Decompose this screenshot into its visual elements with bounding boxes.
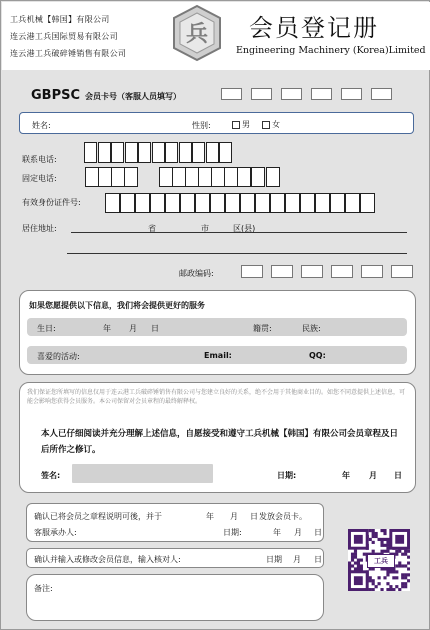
staff-confirm-text: 确认已将会员之章程说明可後，并于: [34, 512, 162, 521]
birthday-month: 月: [129, 324, 137, 333]
handler-day: 日: [314, 528, 322, 537]
postcode-box[interactable]: [271, 265, 293, 278]
form-subtitle: Engineering Machinery (Korea)Limited: [236, 45, 426, 56]
input-cell[interactable]: [98, 167, 112, 187]
qr-badge: 工兵: [367, 554, 395, 568]
input-cell[interactable]: [165, 193, 180, 213]
member-number-box[interactable]: [281, 88, 302, 100]
staff-year: 年: [206, 512, 214, 521]
email-label: Email:: [204, 351, 232, 360]
member-prefix: GBPSC: [31, 88, 81, 103]
qq-label: QQ:: [309, 351, 326, 360]
info-entry-text: 确认并输入或修改会员信息，输入核对人:: [34, 555, 181, 564]
female-checkbox[interactable]: [262, 121, 270, 129]
input-cell[interactable]: [237, 167, 251, 187]
phone-label: 联系电话:: [22, 155, 57, 164]
input-cell[interactable]: [111, 142, 124, 163]
input-cell[interactable]: [85, 167, 99, 187]
gender-female-option[interactable]: 女: [262, 119, 280, 130]
input-cell[interactable]: [270, 193, 285, 213]
input-cell[interactable]: [255, 193, 270, 213]
birthday-day: 日: [151, 324, 159, 333]
handler-month: 月: [294, 528, 302, 537]
staff-month: 月: [230, 512, 238, 521]
handler-label: 客服承办人:: [34, 528, 77, 537]
input-cell[interactable]: [198, 167, 212, 187]
postcode-box[interactable]: [301, 265, 323, 278]
input-cell[interactable]: [124, 167, 138, 187]
input-cell[interactable]: [285, 193, 300, 213]
input-cell[interactable]: [179, 142, 192, 163]
input-cell[interactable]: [152, 142, 165, 163]
member-number-box[interactable]: [311, 88, 332, 100]
district-label: 区(县): [233, 224, 256, 233]
hobby-label: 喜爱的活动:: [37, 352, 80, 361]
handler-date-label: 日期:: [223, 528, 242, 537]
birthday-row: [27, 318, 407, 336]
input-cell[interactable]: [315, 193, 330, 213]
name-label: 姓名:: [32, 121, 51, 130]
gender-label: 性别:: [192, 121, 211, 130]
input-cell[interactable]: [125, 142, 138, 163]
input-cell[interactable]: [98, 142, 111, 163]
input-cell[interactable]: [219, 142, 232, 163]
sign-year: 年: [342, 471, 350, 480]
input-cell[interactable]: [266, 167, 280, 187]
sign-day: 日: [394, 471, 402, 480]
declaration-statement: 本人已仔细阅读并充分理解上述信息，自愿接受和遵守工兵机械【韩国】有限公司会员章程及日后所作之修订。: [41, 429, 399, 455]
province-label: 省: [148, 224, 156, 233]
input-cell[interactable]: [206, 142, 219, 163]
origin-label: 籍贯:: [253, 324, 272, 333]
company-name-1: 工兵机械【韩国】有限公司: [10, 15, 110, 24]
form-title: 会员登记册: [249, 14, 379, 42]
address-line-2[interactable]: [67, 253, 407, 254]
entry-month: 月: [293, 555, 301, 564]
member-card-label: 会员卡号（客服人员填写）: [85, 92, 181, 101]
logo-text: 兵: [185, 21, 209, 47]
input-cell[interactable]: [180, 193, 195, 213]
member-number-box[interactable]: [341, 88, 362, 100]
postcode-box[interactable]: [331, 265, 353, 278]
gender-male-option[interactable]: 男: [232, 119, 250, 130]
landline-label: 固定电话:: [22, 174, 57, 183]
input-cell[interactable]: [84, 142, 97, 163]
input-cell[interactable]: [165, 142, 178, 163]
company-name-2: 连云港工兵国际贸易有限公司: [10, 32, 118, 41]
postcode-box[interactable]: [241, 265, 263, 278]
input-cell[interactable]: [159, 167, 173, 187]
company-name-3: 连云港工兵破碎锤销售有限公司: [10, 49, 127, 58]
birthday-year: 年: [103, 324, 111, 333]
staff-day: 日: [250, 512, 258, 521]
input-cell[interactable]: [210, 193, 225, 213]
input-cell[interactable]: [185, 167, 199, 187]
input-cell[interactable]: [240, 193, 255, 213]
member-number-box[interactable]: [251, 88, 272, 100]
input-cell[interactable]: [224, 167, 238, 187]
ethnicity-label: 民族:: [302, 324, 321, 333]
input-cell[interactable]: [225, 193, 240, 213]
address-label: 居住地址:: [22, 224, 57, 233]
input-cell[interactable]: [150, 193, 165, 213]
input-cell[interactable]: [211, 167, 225, 187]
input-cell[interactable]: [300, 193, 315, 213]
name-gender-box: [19, 112, 414, 134]
birthday-label: 生日:: [37, 324, 56, 333]
input-cell[interactable]: [120, 193, 135, 213]
city-label: 市: [201, 224, 209, 233]
id-label: 有效身份证件号:: [22, 198, 81, 207]
issue-card-text: 发放会员卡。: [259, 512, 307, 521]
input-cell[interactable]: [195, 193, 210, 213]
male-checkbox[interactable]: [232, 121, 240, 129]
input-cell[interactable]: [345, 193, 360, 213]
postcode-label: 邮政编码:: [179, 269, 214, 278]
entry-day: 日: [314, 555, 322, 564]
remarks-label: 备注:: [34, 584, 53, 593]
company-logo: [171, 4, 223, 62]
postcode-box[interactable]: [361, 265, 383, 278]
handler-year: 年: [273, 528, 281, 537]
signature-label: 签名:: [41, 471, 61, 480]
signature-field[interactable]: [72, 464, 213, 483]
input-cell[interactable]: [251, 167, 265, 187]
sign-month: 月: [369, 471, 377, 480]
optional-info-intro: 如果您愿提供以下信息，我们将会提供更好的服务: [29, 301, 205, 310]
input-cell[interactable]: [172, 167, 186, 187]
postcode-box[interactable]: [391, 265, 413, 278]
input-cell[interactable]: [138, 142, 151, 163]
member-number-box[interactable]: [371, 88, 392, 100]
input-cell[interactable]: [330, 193, 345, 213]
input-cell[interactable]: [360, 193, 375, 213]
input-cell[interactable]: [192, 142, 205, 163]
entry-date-label: 日期: [266, 555, 282, 564]
privacy-notice: 我们保证您所填写的信息仅用于连云港工兵破碎锤销售有限公司与您建立良好的关系，绝不会用于其他商业目的。如您不同意提供上述信息，可能会影响您获得会员服务。本公司保留对会员章程的最终解释权。: [27, 389, 406, 405]
member-number-box[interactable]: [221, 88, 242, 100]
input-cell[interactable]: [111, 167, 125, 187]
remarks-box[interactable]: [26, 574, 324, 621]
input-cell[interactable]: [105, 193, 120, 213]
sign-date-label: 日期:: [277, 471, 297, 480]
input-cell[interactable]: [135, 193, 150, 213]
